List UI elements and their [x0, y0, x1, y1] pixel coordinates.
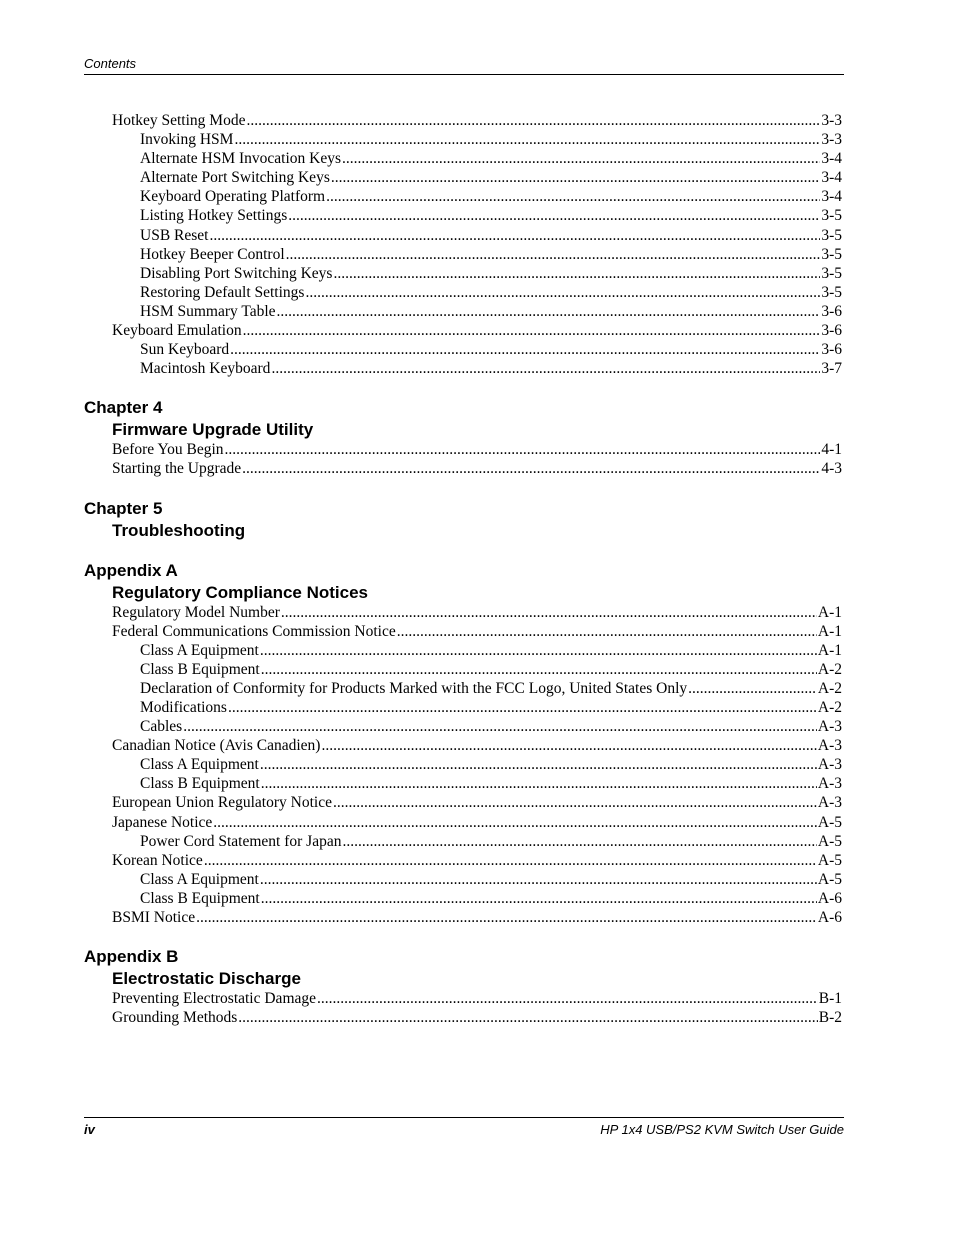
dot-leader: [397, 622, 817, 641]
toc-entry-page: 3-4: [821, 169, 842, 187]
toc-entry-title: Declaration of Conformity for Products Marked with the FCC Logo, United States Only: [140, 679, 688, 697]
toc-section-appendixA: [84, 603, 842, 928]
toc-entry-title: Class B Equipment: [140, 775, 260, 793]
toc-entry[interactable]: [84, 459, 842, 478]
toc-entry[interactable]: [84, 698, 842, 717]
toc-entry-page: 3-5: [821, 264, 842, 282]
toc-entry[interactable]: [84, 870, 842, 889]
toc-entry-page: A-3: [817, 737, 842, 755]
appendix-title: Electrostatic Discharge: [112, 969, 301, 989]
toc-entry-page: A-3: [817, 756, 842, 774]
dot-leader: [288, 206, 820, 225]
dot-leader: [243, 321, 821, 340]
toc-entry-title: Disabling Port Switching Keys: [140, 264, 333, 282]
toc-entry[interactable]: [84, 440, 842, 459]
toc-entry[interactable]: [84, 264, 842, 283]
dot-leader: [260, 870, 817, 889]
toc-entry-page: A-5: [817, 813, 842, 831]
toc-entry-page: 3-6: [821, 322, 842, 340]
toc-entry-page: A-5: [817, 870, 842, 888]
toc-entry-title: Alternate HSM Invocation Keys: [140, 150, 342, 168]
table-of-contents: [84, 111, 842, 1027]
toc-entry-title: Starting the Upgrade: [112, 460, 242, 478]
toc-entry-title: Listing Hotkey Settings: [140, 207, 288, 225]
toc-entry[interactable]: [84, 622, 842, 641]
dot-leader: [305, 283, 820, 302]
toc-entry[interactable]: [84, 245, 842, 264]
toc-entry-page: 3-3: [821, 112, 842, 129]
dot-leader: [333, 793, 817, 812]
toc-entry[interactable]: [84, 340, 842, 359]
toc-entry-title: Before You Begin: [112, 441, 224, 459]
toc-entry[interactable]: [84, 168, 842, 187]
dot-leader: [286, 245, 821, 264]
dot-leader: [261, 660, 817, 679]
toc-entry-title: Class B Equipment: [140, 660, 260, 678]
toc-entry[interactable]: [84, 641, 842, 660]
toc-entry-page: 4-3: [821, 460, 842, 478]
appendix-title: Regulatory Compliance Notices: [112, 582, 369, 602]
toc-entry[interactable]: [84, 302, 842, 321]
toc-section-chapter4: [84, 440, 842, 478]
dot-leader: [238, 1008, 817, 1027]
toc-entry[interactable]: [84, 226, 842, 245]
toc-entry-title: Sun Keyboard: [140, 341, 230, 359]
toc-entry-page: 3-5: [821, 245, 842, 263]
dot-leader: [225, 440, 821, 459]
toc-entry-title: Class A Equipment: [140, 870, 259, 888]
toc-entry[interactable]: [84, 603, 842, 622]
toc-section-hotkeys: [84, 111, 842, 378]
toc-entry[interactable]: [84, 187, 842, 206]
toc-entry[interactable]: [84, 736, 842, 755]
toc-entry-title: Class A Equipment: [140, 756, 259, 774]
toc-entry-title: Hotkey Beeper Control: [140, 245, 285, 263]
dot-leader: [260, 755, 817, 774]
toc-entry-page: A-2: [817, 660, 842, 678]
toc-entry-page: 3-4: [821, 150, 842, 168]
toc-entry-page: 3-6: [821, 302, 842, 320]
dot-leader: [234, 130, 820, 149]
toc-entry-page: A-6: [817, 889, 842, 907]
toc-entry[interactable]: [84, 679, 842, 698]
toc-entry-title: Alternate Port Switching Keys: [140, 169, 330, 187]
toc-entry-page: A-3: [817, 718, 842, 736]
toc-entry-title: Restoring Default Settings: [140, 283, 305, 301]
toc-entry[interactable]: [84, 111, 842, 130]
toc-entry[interactable]: [84, 149, 842, 168]
toc-entry[interactable]: [84, 889, 842, 908]
appendix-label: Appendix B: [84, 947, 179, 967]
dot-leader: [688, 679, 817, 698]
toc-entry-page: A-3: [817, 794, 842, 812]
dot-leader: [261, 774, 817, 793]
toc-entry-page: A-2: [817, 698, 842, 716]
chapter-label: Chapter 5: [84, 498, 163, 518]
dot-leader: [326, 187, 820, 206]
toc-entry-page: 3-7: [821, 360, 842, 378]
toc-entry-title: Keyboard Operating Platform: [140, 188, 326, 206]
toc-entry-title: Macintosh Keyboard: [140, 360, 271, 378]
chapter-label: Chapter 4: [84, 398, 163, 418]
dot-leader: [213, 813, 817, 832]
toc-entry-page: A-5: [817, 851, 842, 869]
toc-entry-title: Japanese Notice: [112, 813, 213, 831]
toc-entry-page: A-1: [817, 641, 842, 659]
toc-entry-page: 3-3: [821, 131, 842, 149]
toc-entry-title: HSM Summary Table: [140, 302, 276, 320]
toc-entry[interactable]: [84, 908, 842, 927]
dot-leader: [204, 851, 817, 870]
toc-entry-page: A-1: [817, 603, 842, 621]
toc-entry-title: Power Cord Statement for Japan: [140, 832, 342, 850]
toc-entry-page: B-1: [818, 990, 842, 1008]
toc-entry-title: Grounding Methods: [112, 1009, 238, 1027]
toc-entry-title: BSMI Notice: [112, 909, 196, 926]
header-title: Contents: [84, 56, 137, 71]
toc-entry-title: Federal Communications Commission Notice: [112, 622, 396, 640]
toc-entry-page: A-1: [817, 622, 842, 640]
toc-entry-title: Regulatory Model Number: [112, 603, 280, 621]
dot-leader: [342, 832, 816, 851]
dot-leader: [196, 908, 817, 927]
toc-entry[interactable]: [84, 793, 842, 812]
toc-entry[interactable]: [84, 717, 842, 736]
dot-leader: [230, 340, 820, 359]
dot-leader: [246, 111, 820, 130]
dot-leader: [333, 264, 820, 283]
page-footer: [84, 1117, 844, 1140]
page-number: iv: [84, 1122, 95, 1137]
chapter-title: Troubleshooting: [112, 520, 246, 540]
toc-entry-page: A-6: [817, 909, 842, 926]
toc-entry[interactable]: [84, 989, 842, 1008]
toc-entry[interactable]: [84, 321, 842, 340]
dot-leader: [342, 149, 820, 168]
toc-entry-page: 3-5: [821, 207, 842, 225]
toc-entry-title: Keyboard Emulation: [112, 322, 242, 340]
dot-leader: [281, 603, 817, 622]
page-header: [84, 56, 844, 75]
dot-leader: [209, 226, 820, 245]
toc-entry[interactable]: [84, 755, 842, 774]
toc-entry-page: A-5: [817, 832, 842, 850]
toc-entry-page: B-2: [818, 1009, 842, 1027]
toc-entry-page: A-2: [817, 679, 842, 697]
toc-entry-title: USB Reset: [140, 226, 209, 244]
guide-title: HP 1x4 USB/PS2 KVM Switch User Guide: [600, 1122, 844, 1137]
appendix-label: Appendix A: [84, 560, 178, 580]
toc-entry-page: 3-5: [821, 226, 842, 244]
toc-entry-title: Korean Notice: [112, 851, 203, 869]
chapter-title: Firmware Upgrade Utility: [112, 420, 314, 440]
toc-entry[interactable]: [84, 206, 842, 225]
dot-leader: [260, 641, 817, 660]
dot-leader: [271, 359, 820, 378]
toc-entry-page: 3-5: [821, 283, 842, 301]
toc-section-appendixB: [84, 989, 842, 1027]
toc-entry[interactable]: [84, 660, 842, 679]
toc-entry-page: 3-4: [821, 188, 842, 206]
toc-entry[interactable]: [84, 774, 842, 793]
dot-leader: [331, 168, 820, 187]
dot-leader: [277, 302, 821, 321]
toc-entry-page: 3-6: [821, 341, 842, 359]
dot-leader: [261, 889, 817, 908]
toc-entry-page: A-3: [817, 775, 842, 793]
toc-entry[interactable]: [84, 851, 842, 870]
toc-entry-title: Invoking HSM: [140, 131, 234, 149]
dot-leader: [183, 717, 817, 736]
dot-leader: [321, 736, 816, 755]
dot-leader: [317, 989, 818, 1008]
dot-leader: [242, 459, 820, 478]
toc-entry-title: European Union Regulatory Notice: [112, 794, 332, 812]
toc-entry[interactable]: [84, 283, 842, 302]
toc-entry-title: Modifications: [140, 698, 227, 716]
toc-entry-title: Class A Equipment: [140, 641, 259, 659]
dot-leader: [228, 698, 817, 717]
toc-entry-title: Preventing Electrostatic Damage: [112, 990, 317, 1008]
toc-entry[interactable]: [84, 359, 842, 378]
toc-entry-title: Cables: [140, 718, 183, 736]
toc-entry-title: Class B Equipment: [140, 889, 260, 907]
toc-entry[interactable]: [84, 1008, 842, 1027]
toc-entry-title: Canadian Notice (Avis Canadien): [112, 737, 321, 755]
toc-entry[interactable]: [84, 813, 842, 832]
toc-entry[interactable]: [84, 130, 842, 149]
toc-entry[interactable]: [84, 832, 842, 851]
toc-entry-page: 4-1: [821, 441, 842, 459]
toc-entry-title: Hotkey Setting Mode: [112, 112, 246, 129]
